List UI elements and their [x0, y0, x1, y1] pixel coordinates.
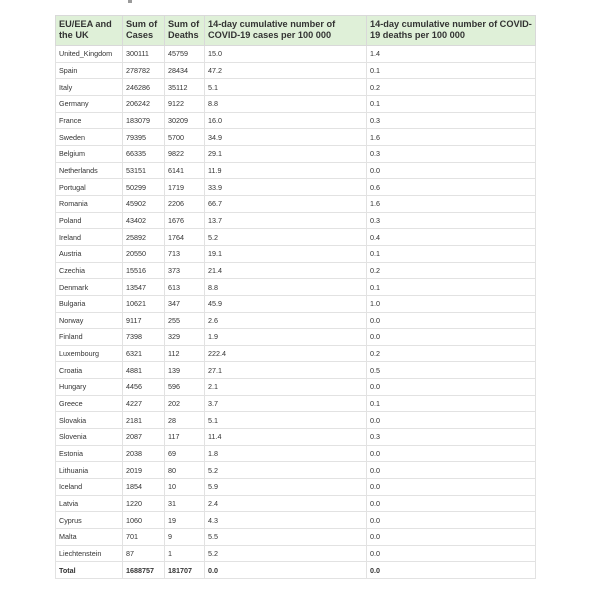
cell-14day-cases: 5.2	[205, 545, 367, 562]
cell-deaths: 202	[165, 395, 205, 412]
cell-country: Czechia	[56, 262, 123, 279]
table-row	[56, 429, 536, 446]
cell-14day-deaths: 0.0	[367, 462, 536, 479]
table-row	[56, 62, 536, 79]
cell-deaths: 9122	[165, 95, 205, 112]
cell-deaths: 45759	[165, 46, 205, 63]
cell-cases: 206242	[123, 95, 165, 112]
cell-cases: 4456	[123, 379, 165, 396]
cell-14day-cases: 34.9	[205, 129, 367, 146]
cell-country: Poland	[56, 212, 123, 229]
cell-14day-deaths: 0.1	[367, 95, 536, 112]
cell-cases: 6321	[123, 345, 165, 362]
cell-deaths: 9	[165, 529, 205, 546]
table-row	[56, 495, 536, 512]
header-sum-of-cases: Sum of Cases	[123, 16, 165, 46]
cell-cases: 45902	[123, 195, 165, 212]
cell-deaths: 69	[165, 445, 205, 462]
cell-cases: 20550	[123, 245, 165, 262]
cell-deaths: 1719	[165, 179, 205, 196]
cell-14day-cases: 21.4	[205, 262, 367, 279]
cell-country: Greece	[56, 395, 123, 412]
cell-14day-cases: 5.5	[205, 529, 367, 546]
table-row	[56, 95, 536, 112]
cell-country: Estonia	[56, 445, 123, 462]
cell-cases: 87	[123, 545, 165, 562]
cell-14day-cases: 19.1	[205, 245, 367, 262]
table-row	[56, 295, 536, 312]
cell-country: Slovenia	[56, 429, 123, 446]
header-14day-cases: 14-day cumulative number of COVID-19 cases per 100 000	[205, 16, 367, 46]
table-row	[56, 395, 536, 412]
cell-cases: 15516	[123, 262, 165, 279]
cell-14day-cases: 8.8	[205, 95, 367, 112]
cell-14day-deaths: 0.0	[367, 412, 536, 429]
cell-deaths: 329	[165, 329, 205, 346]
cell-cases: 300111	[123, 46, 165, 63]
cell-14day-deaths: 0.1	[367, 245, 536, 262]
cell-14day-cases: 16.0	[205, 112, 367, 129]
cell-14day-deaths: 0.5	[367, 362, 536, 379]
table-row	[56, 229, 536, 246]
cell-cases: 4881	[123, 362, 165, 379]
cropped-text-fragment	[128, 0, 132, 3]
cell-country: Romania	[56, 195, 123, 212]
cell-14day-deaths: 0.4	[367, 229, 536, 246]
cell-14day-deaths: 1.0	[367, 295, 536, 312]
cell-cases: 2019	[123, 462, 165, 479]
cell-deaths: 1764	[165, 229, 205, 246]
cell-cases: 2181	[123, 412, 165, 429]
cell-country: Hungary	[56, 379, 123, 396]
cell-14day-cases: 8.8	[205, 279, 367, 296]
cell-deaths: 35112	[165, 79, 205, 96]
table-row	[56, 362, 536, 379]
cell-country: Spain	[56, 62, 123, 79]
cell-country: Netherlands	[56, 162, 123, 179]
cell-cases: 66335	[123, 145, 165, 162]
cell-cases: 701	[123, 529, 165, 546]
cell-deaths: 5700	[165, 129, 205, 146]
cell-deaths: 1	[165, 545, 205, 562]
cell-14day-deaths: 0.1	[367, 395, 536, 412]
table-header-row	[56, 16, 536, 46]
cell-deaths: 347	[165, 295, 205, 312]
cell-deaths: 139	[165, 362, 205, 379]
cell-cases: 1854	[123, 479, 165, 496]
table-row	[56, 545, 536, 562]
covid-summary-table	[55, 15, 536, 579]
cell-14day-deaths: 0.1	[367, 279, 536, 296]
cell-country: Iceland	[56, 479, 123, 496]
cell-14day-cases: 33.9	[205, 179, 367, 196]
cell-deaths: 31	[165, 495, 205, 512]
cell-country: Croatia	[56, 362, 123, 379]
cell-deaths: 9822	[165, 145, 205, 162]
cell-14day-cases: 222.4	[205, 345, 367, 362]
cell-14day-deaths: 0.6	[367, 179, 536, 196]
cell-14day-cases: 11.9	[205, 162, 367, 179]
cell-deaths: 117	[165, 429, 205, 446]
cell-country: Portugal	[56, 179, 123, 196]
cell-14day-deaths: 0.2	[367, 262, 536, 279]
cell-country: Latvia	[56, 495, 123, 512]
cell-country: Bulgaria	[56, 295, 123, 312]
cell-14day-cases: 13.7	[205, 212, 367, 229]
table-row	[56, 79, 536, 96]
cell-14day-cases: 2.6	[205, 312, 367, 329]
cell-14day-deaths: 0.3	[367, 429, 536, 446]
cell-14day-cases: 2.4	[205, 495, 367, 512]
cell-deaths: 28	[165, 412, 205, 429]
cell-14day-cases: 5.1	[205, 412, 367, 429]
cell-14day-deaths: 0.0	[367, 329, 536, 346]
cell-14day-deaths: 0.1	[367, 62, 536, 79]
cell-country: Slovakia	[56, 412, 123, 429]
table-row	[56, 462, 536, 479]
table-row	[56, 329, 536, 346]
cell-cases: 79395	[123, 129, 165, 146]
cell-country: Ireland	[56, 229, 123, 246]
cell-14day-cases: 11.4	[205, 429, 367, 446]
table-row	[56, 162, 536, 179]
cell-country: Sweden	[56, 129, 123, 146]
table-row	[56, 279, 536, 296]
cell-country: Finland	[56, 329, 123, 346]
table-row	[56, 195, 536, 212]
cell-14day-deaths: 1.4	[367, 46, 536, 63]
cell-14day-cases: 2.1	[205, 379, 367, 396]
cell-deaths: 373	[165, 262, 205, 279]
cell-total-value: 0.0	[367, 562, 536, 579]
cell-country: United_Kingdom	[56, 46, 123, 63]
cell-country: Denmark	[56, 279, 123, 296]
table-row	[56, 312, 536, 329]
cell-country: Luxembourg	[56, 345, 123, 362]
table-row	[56, 412, 536, 429]
cell-14day-cases: 4.3	[205, 512, 367, 529]
table-row	[56, 112, 536, 129]
table-row	[56, 245, 536, 262]
cell-deaths: 28434	[165, 62, 205, 79]
cell-14day-deaths: 0.3	[367, 112, 536, 129]
table-row	[56, 129, 536, 146]
cell-deaths: 1676	[165, 212, 205, 229]
cell-country: Italy	[56, 79, 123, 96]
cell-14day-deaths: 0.0	[367, 495, 536, 512]
cell-14day-cases: 1.8	[205, 445, 367, 462]
cell-cases: 183079	[123, 112, 165, 129]
table-row	[56, 512, 536, 529]
cell-14day-cases: 47.2	[205, 62, 367, 79]
cell-14day-cases: 3.7	[205, 395, 367, 412]
cell-cases: 43402	[123, 212, 165, 229]
cell-country: France	[56, 112, 123, 129]
cell-cases: 10621	[123, 295, 165, 312]
table-row	[56, 46, 536, 63]
cell-14day-deaths: 0.0	[367, 162, 536, 179]
cell-total-value: 181707	[165, 562, 205, 579]
table-row	[56, 345, 536, 362]
cell-14day-cases: 5.2	[205, 229, 367, 246]
cell-total-value: 0.0	[205, 562, 367, 579]
table-row	[56, 145, 536, 162]
cell-deaths: 6141	[165, 162, 205, 179]
cell-cases: 1220	[123, 495, 165, 512]
cell-country: Lithuania	[56, 462, 123, 479]
cell-deaths: 19	[165, 512, 205, 529]
header-country: EU/EEA and the UK	[56, 16, 123, 46]
cell-14day-cases: 66.7	[205, 195, 367, 212]
table-row	[56, 212, 536, 229]
cell-14day-deaths: 1.6	[367, 129, 536, 146]
cell-14day-deaths: 0.0	[367, 545, 536, 562]
cell-country: Austria	[56, 245, 123, 262]
cell-14day-cases: 27.1	[205, 362, 367, 379]
cell-14day-deaths: 1.6	[367, 195, 536, 212]
cell-cases: 53151	[123, 162, 165, 179]
table-row	[56, 445, 536, 462]
cell-14day-deaths: 0.2	[367, 79, 536, 96]
cell-14day-deaths: 0.2	[367, 345, 536, 362]
cell-deaths: 112	[165, 345, 205, 362]
cell-14day-cases: 5.2	[205, 462, 367, 479]
cell-country: Malta	[56, 529, 123, 546]
cell-14day-cases: 5.1	[205, 79, 367, 96]
cell-total-value: 1688757	[123, 562, 165, 579]
cell-14day-deaths: 0.0	[367, 512, 536, 529]
cell-deaths: 80	[165, 462, 205, 479]
cell-14day-deaths: 0.0	[367, 445, 536, 462]
cell-country: Cyprus	[56, 512, 123, 529]
header-14day-deaths: 14-day cumulative number of COVID-19 deaths per 100 000	[367, 16, 536, 46]
cell-country: Liechtenstein	[56, 545, 123, 562]
cell-cases: 13547	[123, 279, 165, 296]
table-row	[56, 479, 536, 496]
cell-14day-cases: 29.1	[205, 145, 367, 162]
cell-14day-cases: 45.9	[205, 295, 367, 312]
cell-deaths: 10	[165, 479, 205, 496]
cell-cases: 25892	[123, 229, 165, 246]
cell-cases: 2038	[123, 445, 165, 462]
cell-cases: 1060	[123, 512, 165, 529]
cell-14day-cases: 1.9	[205, 329, 367, 346]
cell-14day-deaths: 0.0	[367, 529, 536, 546]
cell-14day-deaths: 0.3	[367, 145, 536, 162]
cell-deaths: 613	[165, 279, 205, 296]
cell-country: Germany	[56, 95, 123, 112]
cell-14day-deaths: 0.0	[367, 312, 536, 329]
cell-total-label: Total	[56, 562, 123, 579]
table-body	[56, 46, 536, 579]
table-row	[56, 262, 536, 279]
header-sum-of-deaths: Sum of Deaths	[165, 16, 205, 46]
cell-cases: 7398	[123, 329, 165, 346]
cell-country: Norway	[56, 312, 123, 329]
table-row	[56, 379, 536, 396]
table-total-row	[56, 562, 536, 579]
cell-cases: 246286	[123, 79, 165, 96]
cell-deaths: 2206	[165, 195, 205, 212]
cell-cases: 9117	[123, 312, 165, 329]
cell-14day-deaths: 0.0	[367, 479, 536, 496]
cell-country: Belgium	[56, 145, 123, 162]
cell-14day-cases: 15.0	[205, 46, 367, 63]
cell-cases: 4227	[123, 395, 165, 412]
cell-14day-deaths: 0.0	[367, 379, 536, 396]
cell-14day-deaths: 0.3	[367, 212, 536, 229]
cell-deaths: 713	[165, 245, 205, 262]
cell-cases: 50299	[123, 179, 165, 196]
cell-14day-cases: 5.9	[205, 479, 367, 496]
cell-deaths: 255	[165, 312, 205, 329]
table-row	[56, 179, 536, 196]
cell-cases: 278782	[123, 62, 165, 79]
cell-deaths: 30209	[165, 112, 205, 129]
table-row	[56, 529, 536, 546]
cell-deaths: 596	[165, 379, 205, 396]
cell-cases: 2087	[123, 429, 165, 446]
